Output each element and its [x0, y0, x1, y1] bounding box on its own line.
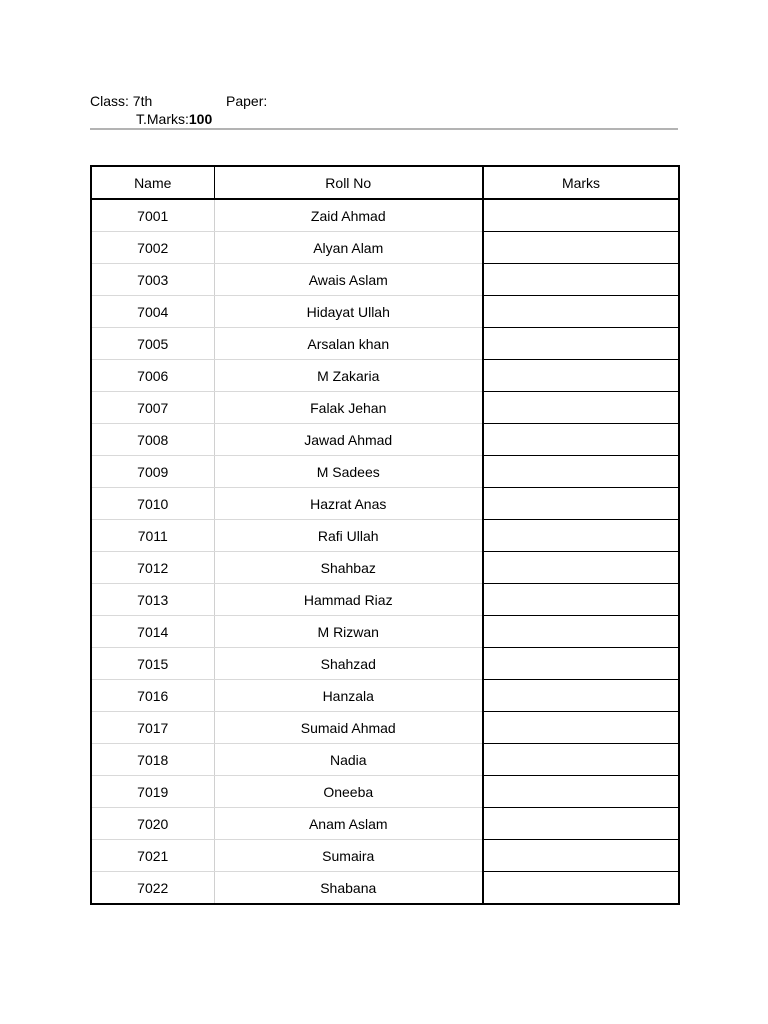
name-cell: 7014 [91, 616, 214, 648]
marks-cell[interactable] [483, 199, 679, 232]
roll-no-cell: Arsalan khan [214, 328, 483, 360]
name-cell: 7021 [91, 840, 214, 872]
marks-cell[interactable] [483, 616, 679, 648]
name-cell: 7022 [91, 872, 214, 905]
roll-no-cell: Alyan Alam [214, 232, 483, 264]
table-row [91, 744, 679, 776]
total-marks-value: 100 [188, 111, 213, 127]
marks-cell[interactable] [483, 808, 679, 840]
name-cell: 7013 [91, 584, 214, 616]
roll-no-cell: Falak Jehan [214, 392, 483, 424]
marks-cell[interactable] [483, 264, 679, 296]
header-divider [90, 128, 678, 130]
table-row [91, 776, 679, 808]
roll-no-cell: Hidayat Ullah [214, 296, 483, 328]
table-header-row [91, 166, 679, 199]
table-row [91, 488, 679, 520]
table-row [91, 808, 679, 840]
roll-no-cell: Awais Aslam [214, 264, 483, 296]
marks-cell[interactable] [483, 872, 679, 905]
roll-no-cell: Hazrat Anas [214, 488, 483, 520]
marks-cell[interactable] [483, 712, 679, 744]
column-header-roll-no: Roll No [214, 166, 483, 199]
table-row [91, 392, 679, 424]
name-cell: 7012 [91, 552, 214, 584]
marks-cell[interactable] [483, 840, 679, 872]
marks-cell[interactable] [483, 744, 679, 776]
name-cell: 7018 [91, 744, 214, 776]
roll-no-cell: Nadia [214, 744, 483, 776]
paper-label: Paper: [226, 93, 268, 109]
name-cell: 7002 [91, 232, 214, 264]
roll-no-cell: M Zakaria [214, 360, 483, 392]
table-row [91, 520, 679, 552]
table-row [91, 712, 679, 744]
marks-cell[interactable] [483, 296, 679, 328]
marks-cell[interactable] [483, 584, 679, 616]
roll-no-cell: Shahzad [214, 648, 483, 680]
name-cell: 7008 [91, 424, 214, 456]
table-row [91, 648, 679, 680]
name-cell: 7015 [91, 648, 214, 680]
marks-cell[interactable] [483, 456, 679, 488]
name-cell: 7003 [91, 264, 214, 296]
table-row [91, 584, 679, 616]
column-header-marks: Marks [483, 166, 679, 199]
marks-cell[interactable] [483, 360, 679, 392]
table-row [91, 296, 679, 328]
table-row [91, 199, 679, 232]
marks-cell[interactable] [483, 232, 679, 264]
marks-cell[interactable] [483, 392, 679, 424]
table-row [91, 360, 679, 392]
name-cell: 7006 [91, 360, 214, 392]
name-cell: 7007 [91, 392, 214, 424]
roll-no-cell: Sumaid Ahmad [214, 712, 483, 744]
roll-no-cell: Anam Aslam [214, 808, 483, 840]
marks-cell[interactable] [483, 648, 679, 680]
marks-cell[interactable] [483, 328, 679, 360]
table-row [91, 456, 679, 488]
roll-no-cell: Hammad Riaz [214, 584, 483, 616]
name-cell: 7017 [91, 712, 214, 744]
roll-no-cell: Shahbaz [214, 552, 483, 584]
name-cell: 7004 [91, 296, 214, 328]
table-row [91, 552, 679, 584]
roll-no-cell: Shabana [214, 872, 483, 905]
marks-cell[interactable] [483, 776, 679, 808]
table-row [91, 840, 679, 872]
table-row [91, 872, 679, 905]
table-row [91, 264, 679, 296]
name-cell: 7005 [91, 328, 214, 360]
marks-sheet-table [90, 165, 680, 905]
roll-no-cell: Hanzala [214, 680, 483, 712]
marks-cell[interactable] [483, 552, 679, 584]
name-cell: 7010 [91, 488, 214, 520]
marks-cell[interactable] [483, 520, 679, 552]
marks-cell[interactable] [483, 488, 679, 520]
column-header-name: Name [91, 166, 214, 199]
table-row [91, 232, 679, 264]
roll-no-cell: Zaid Ahmad [214, 199, 483, 232]
table-row [91, 328, 679, 360]
name-cell: 7020 [91, 808, 214, 840]
table-row [91, 424, 679, 456]
marks-cell[interactable] [483, 680, 679, 712]
total-marks-label: T.Marks: [136, 111, 189, 127]
table-row [91, 680, 679, 712]
name-cell: 7011 [91, 520, 214, 552]
name-cell: 7009 [91, 456, 214, 488]
name-cell: 7016 [91, 680, 214, 712]
roll-no-cell: Jawad Ahmad [214, 424, 483, 456]
total-marks [136, 111, 212, 127]
name-cell: 7019 [91, 776, 214, 808]
roll-no-cell: Sumaira [214, 840, 483, 872]
roll-no-cell: Oneeba [214, 776, 483, 808]
roll-no-cell: M Rizwan [214, 616, 483, 648]
name-cell: 7001 [91, 199, 214, 232]
roll-no-cell: Rafi Ullah [214, 520, 483, 552]
table-row [91, 616, 679, 648]
class-label: Class: 7th [90, 93, 153, 109]
marks-cell[interactable] [483, 424, 679, 456]
roll-no-cell: M Sadees [214, 456, 483, 488]
